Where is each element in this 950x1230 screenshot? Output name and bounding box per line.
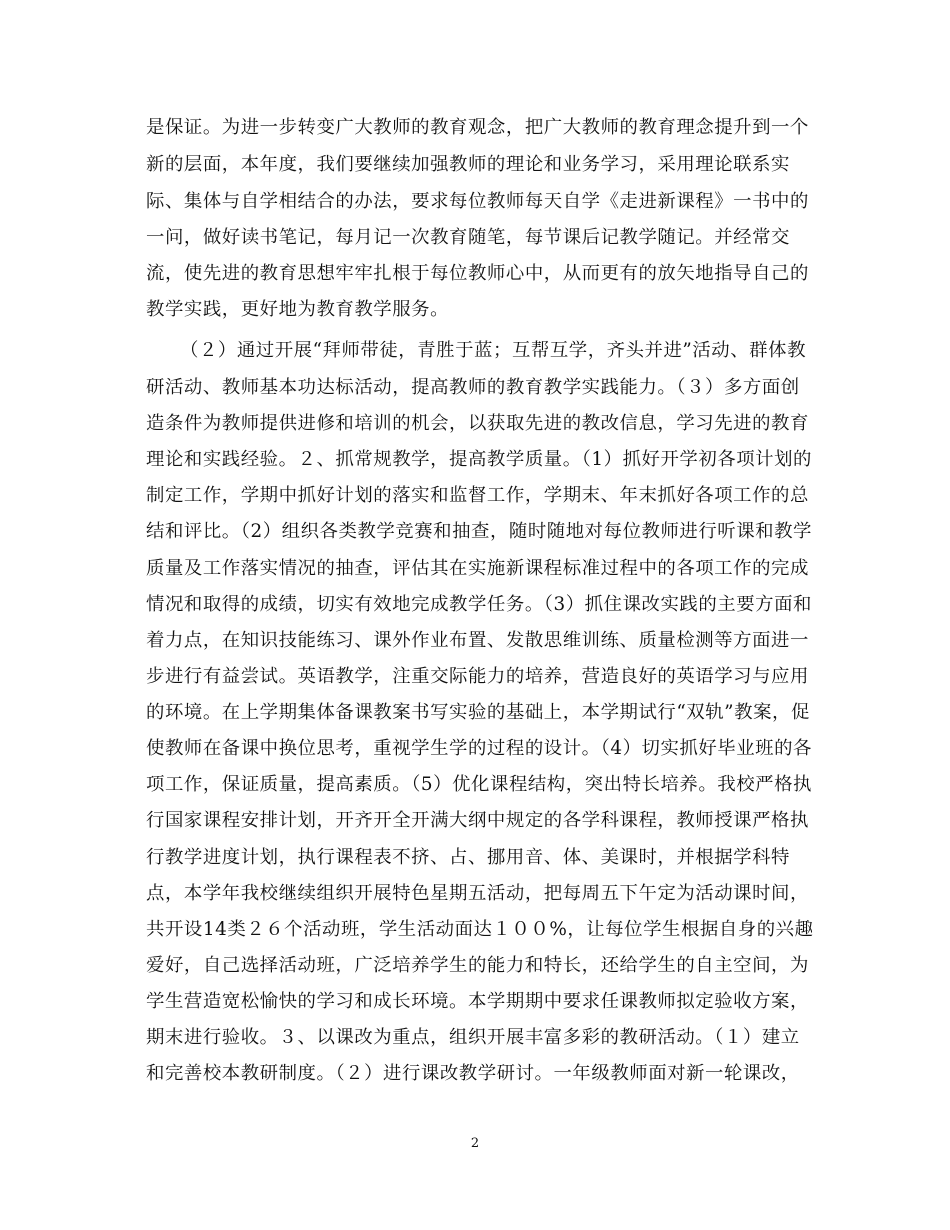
body-text-line: 着力点，在知识技能练习、课外作业布置、发散思维训练、质量检测等方面进一 xyxy=(146,630,809,651)
body-text-line: 步进行有益尝试。英语教学，注重交际能力的培养，营造良好的英语学习与应用 xyxy=(146,666,809,687)
body-text-line: 期末进行验收。３、以课改为重点，组织开展丰富多彩的教研活动。（１）建立 xyxy=(146,1027,800,1048)
body-text-line: 制定工作，学期中抓好计划的落实和监督工作，学期末、年末抓好各项工作的总 xyxy=(146,485,809,506)
page-number: 2 xyxy=(470,1136,480,1151)
body-text-line: 流，使先进的教育思想牢牢扎根于每位教师心中，从而更有的放矢地指导自己的 xyxy=(146,263,809,284)
body-text-line: 共开设14类２６个活动班，学生活动面达１００%，让每位学生根据自身的兴趣 xyxy=(146,919,814,940)
body-text-line: 理论和实践经验。２、抓常规教学，提高教学质量。（1）抓好开学初各项计划的 xyxy=(146,449,812,470)
body-text-line: 学生营造宽松愉快的学习和成长环境。本学期期中要求任课教师拟定验收方案， xyxy=(146,991,809,1012)
body-text-line: 结和评比。（2）组织各类教学竞赛和抽查，随时随地对每位教师进行听课和教学 xyxy=(146,521,812,542)
body-text-line: 是保证。为进一步转变广大教师的教育观念，把广大教师的教育理念提升到一个 xyxy=(146,117,809,138)
body-text-line: 的环境。在上学期集体备课教案书写实验的基础上，本学期试行“双轨”教案，促 xyxy=(146,702,810,723)
paragraph-first-line: （２）通过开展“拜师带徒，青胜于蓝；互帮互学，齐头并进”活动、群体教 xyxy=(180,340,807,361)
body-text-line: 和完善校本教研制度。（２）进行课改教学研讨。一年级教师面对新一轮课改， xyxy=(146,1063,800,1084)
body-text-line: 教学实践，更好地为教育教学服务。 xyxy=(146,299,450,320)
body-text-line: 情况和取得的成绩，切实有效地完成教学任务。（3）抓住课改实践的主要方面和 xyxy=(146,594,812,615)
body-text-line: 使教师在备课中换位思考，重视学生学的过程的设计。（4）切实抓好毕业班的各 xyxy=(146,738,812,759)
body-text-line: 际、集体与自学相结合的办法，要求每位教师每天自学《走进新课程》一书中的 xyxy=(146,191,809,212)
body-text-line: 行国家课程安排计划，开齐开全开满大纲中规定的各学科课程，教师授课严格执 xyxy=(146,810,809,831)
body-text-line: 研活动、教师基本功达标活动，提高教师的教育教学实践能力。（３）多方面创 xyxy=(146,377,800,398)
body-text-line: 质量及工作落实情况的抽查，评估其在实施新课程标准过程中的各项工作的完成 xyxy=(146,558,809,579)
body-text-line: 爱好，自己选择活动班，广泛培养学生的能力和特长，还给学生的自主空间，为 xyxy=(146,955,809,976)
body-text-line: 一问，做好读书笔记，每月记一次教育随笔，每节课后记教学随记。并经常交 xyxy=(146,227,790,248)
body-text-line: 新的层面，本年度，我们要继续加强教师的理论和业务学习，采用理论联系实 xyxy=(146,154,790,175)
body-text-line: 项工作，保证质量，提高素质。（5）优化课程结构，突出特长培养。我校严格执 xyxy=(146,774,812,795)
body-text-line: 行教学进度计划，执行课程表不挤、占、挪用音、体、美课时，并根据学科特 xyxy=(146,847,790,868)
body-text-line: 点，本学年我校继续组织开展特色星期五活动，把每周五下午定为活动课时间， xyxy=(146,883,809,904)
body-text-line: 造条件为教师提供进修和培训的机会，以获取先进的教改信息，学习先进的教育 xyxy=(146,413,809,434)
